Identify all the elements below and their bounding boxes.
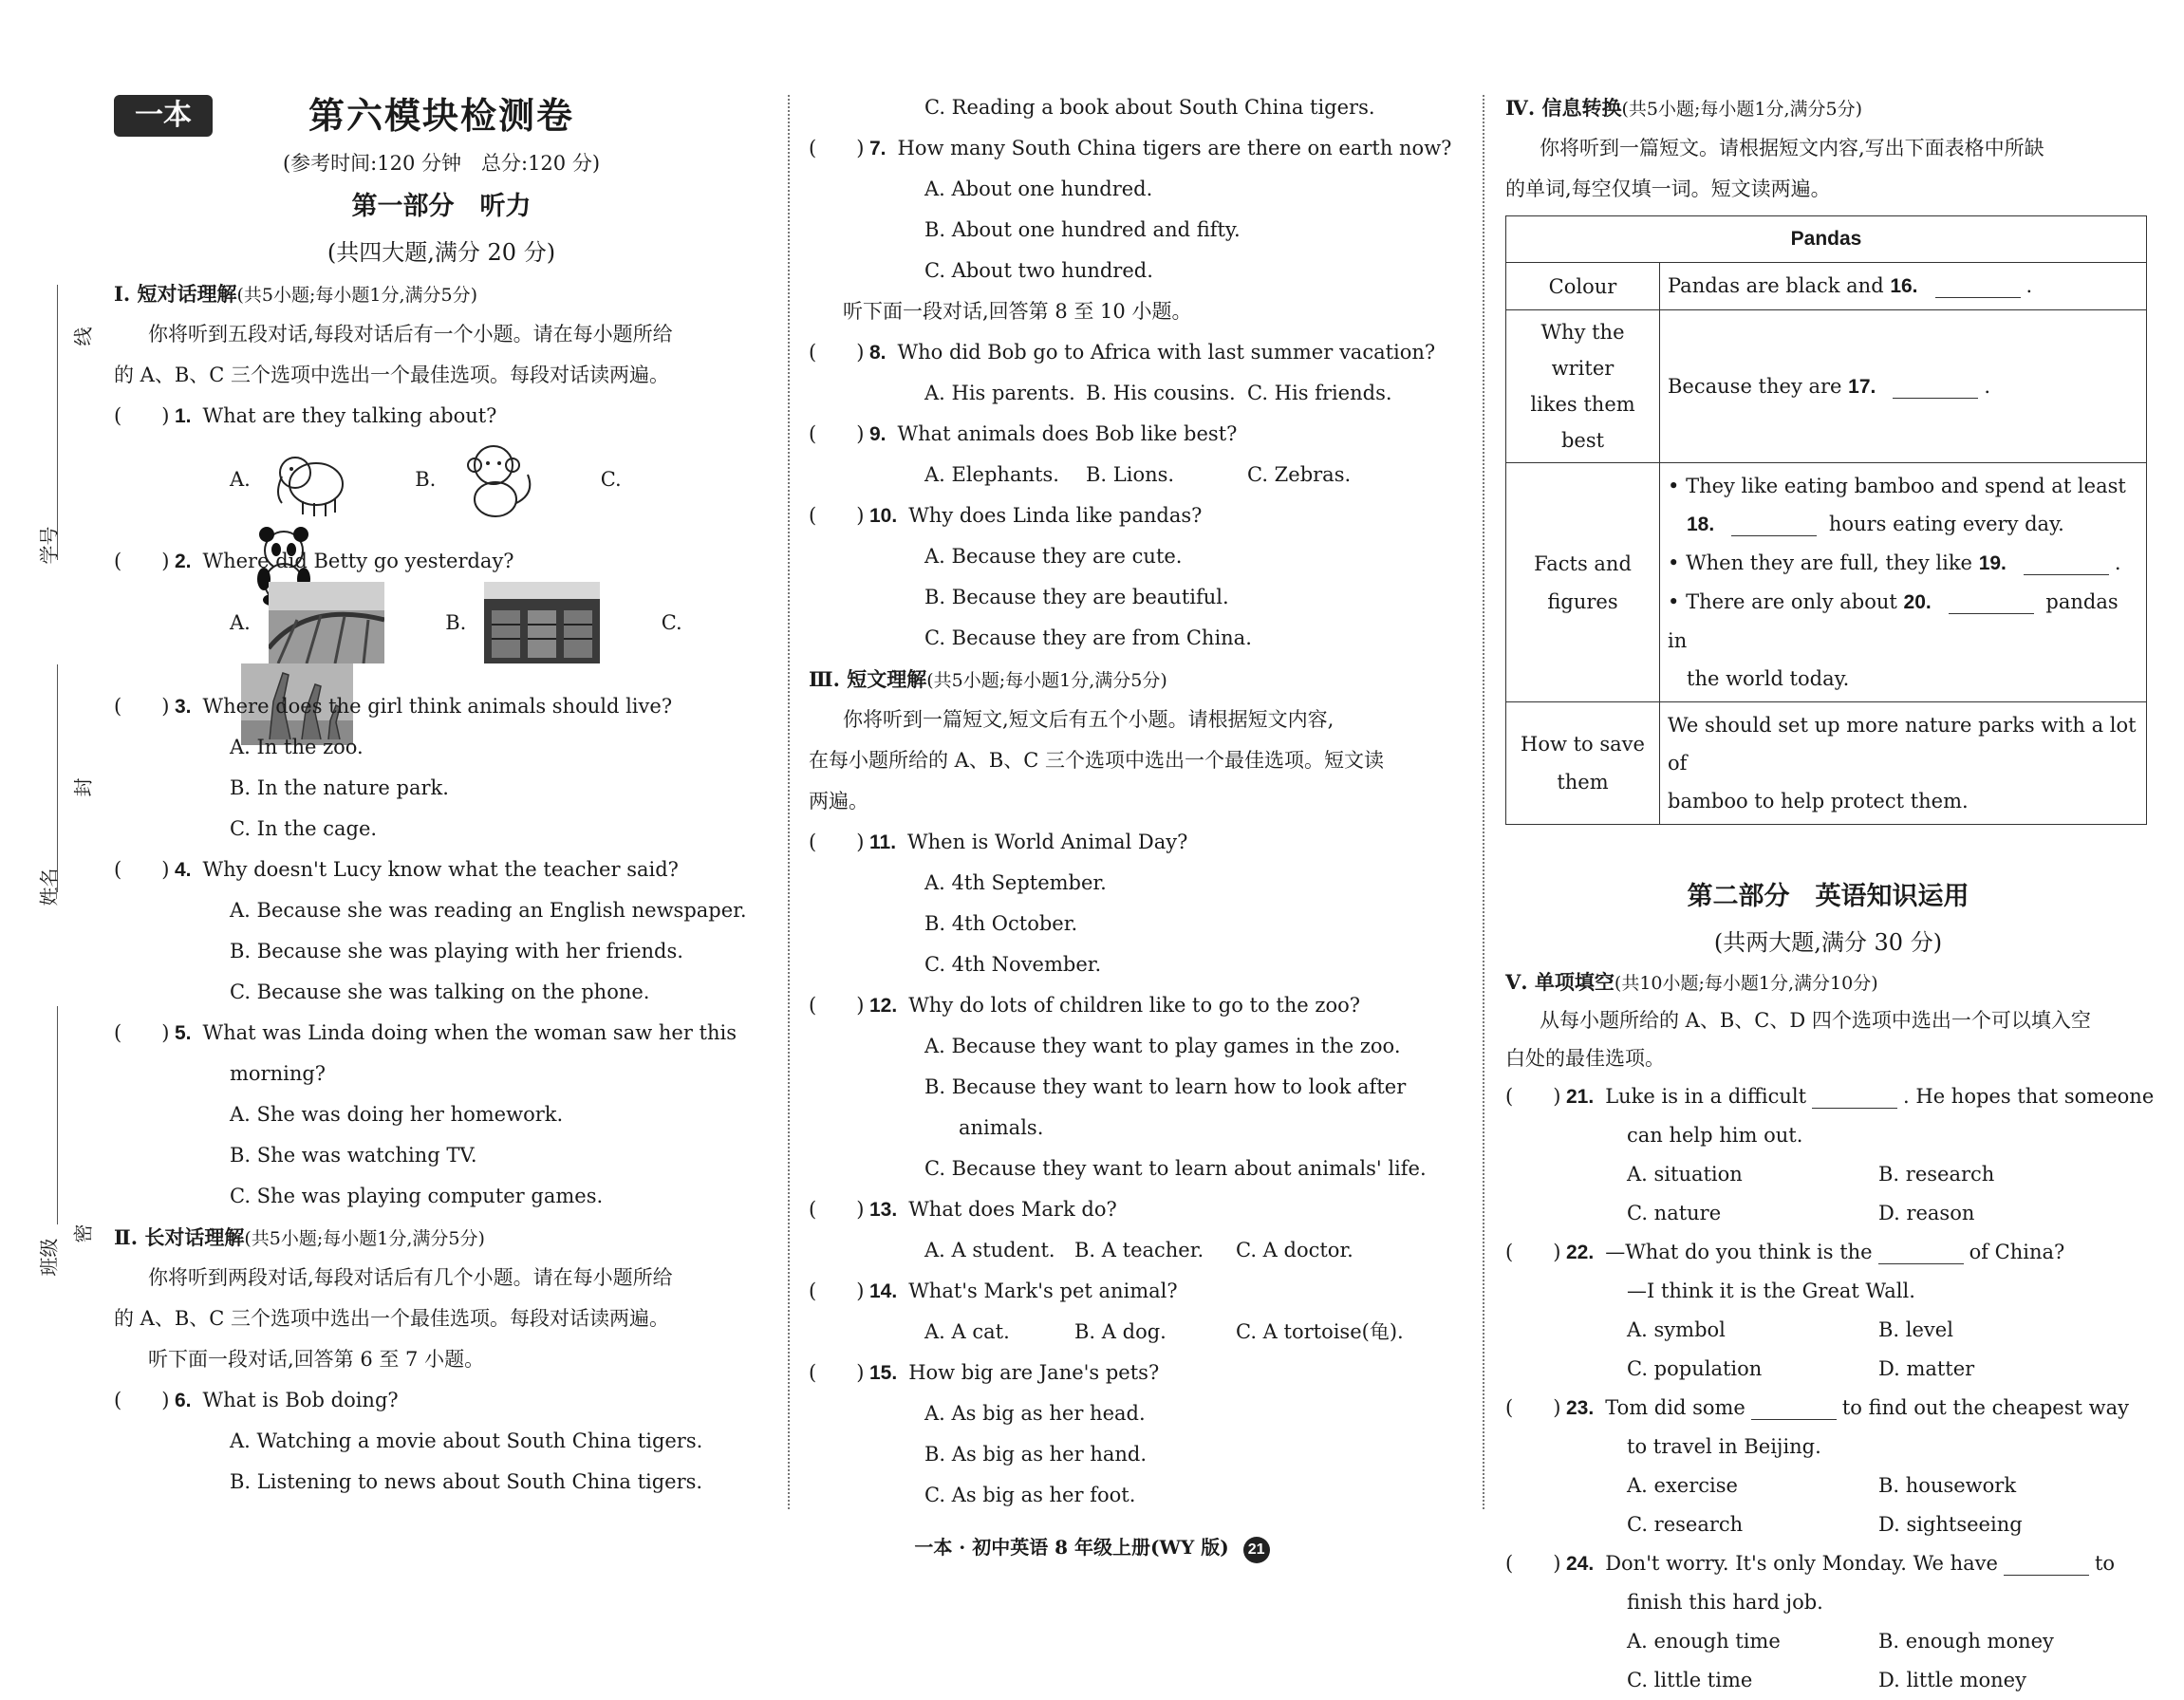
brand-logo: 一本	[114, 95, 213, 137]
fill-blank-16[interactable]	[1935, 276, 2021, 298]
row-label: Colour	[1506, 263, 1660, 310]
answer-blank[interactable]: ( )	[809, 1198, 865, 1221]
option[interactable]: A. Because they are cute.	[924, 545, 1183, 568]
answer-blank[interactable]: ( )	[809, 137, 865, 159]
option[interactable]: A. A cat.	[924, 1320, 1010, 1343]
part2-subtitle: (共两大题,满分 30 分)	[1713, 929, 1943, 956]
question-6: ( ) 6. What is Bob doing?	[114, 1380, 769, 1421]
option[interactable]: C. Because she was talking on the phone.	[230, 981, 650, 1003]
question-23-cont: to travel in Beijing.	[1627, 1435, 1821, 1458]
section-heading: Ⅴ. 单项填空(共10小题;每小题1分,满分10分)	[1505, 970, 1878, 994]
margin-label-name: 姓名	[37, 868, 61, 906]
column-divider	[1483, 95, 1484, 1509]
option[interactable]: A. She was doing her homework.	[230, 1103, 564, 1126]
header	[114, 87, 769, 144]
option[interactable]: C. population	[1627, 1357, 1763, 1380]
part2-title: 第二部分 英语知识运用	[1687, 882, 1969, 911]
margin-line	[57, 285, 58, 560]
option[interactable]: D. matter	[1878, 1357, 1975, 1380]
column-2	[809, 87, 1454, 1516]
margin-label-class: 班级	[37, 1238, 61, 1277]
option[interactable]: B. 4th October.	[924, 912, 1078, 935]
row-content: Pandas are black and 16. .	[1660, 263, 2147, 310]
column-divider	[788, 95, 790, 1509]
question-22-cont: —I think it is the Great Wall.	[1627, 1280, 1915, 1302]
option[interactable]: C. Zebras.	[1247, 463, 1352, 486]
option[interactable]: B. enough money	[1878, 1630, 2054, 1653]
answer-blank[interactable]: ( )	[809, 422, 865, 445]
options-row	[1505, 1350, 2151, 1389]
table-row	[1506, 216, 2147, 263]
bullet: • They like eating bamboo and spend at least	[1668, 475, 2126, 497]
part1-subtitle: (共四大题,满分 20 分)	[327, 239, 556, 266]
question-22: ( ) 22. —What do you think is the of China?	[1505, 1233, 2151, 1272]
page-title: 第六模块检测卷	[308, 94, 574, 137]
option[interactable]: A. Because she was reading an English newspaper.	[230, 899, 747, 922]
answer-blank[interactable]: ( )	[809, 504, 865, 527]
option[interactable]: A. symbol	[1627, 1318, 1726, 1341]
option[interactable]: C. research	[1627, 1513, 1744, 1536]
option[interactable]: A. In the zoo.	[230, 736, 364, 758]
option[interactable]: B. Because they want to learn how to look after	[924, 1075, 1407, 1098]
table-row	[1506, 702, 2147, 825]
option[interactable]: A. 4th September.	[924, 871, 1107, 894]
amusement-park-photo[interactable]	[269, 582, 384, 663]
question-21-cont: can help him out.	[1627, 1124, 1803, 1147]
question-7: ( ) 7. How many South China tigers are there on earth now?	[809, 128, 1454, 169]
question-5: ( ) 5. What was Linda doing when the woman saw her this	[114, 1013, 769, 1054]
option[interactable]: B. Because she was playing with her friends.	[230, 940, 683, 962]
options-row	[1505, 1661, 2151, 1700]
fill-blank-19[interactable]	[2024, 553, 2109, 575]
option[interactable]: A. enough time	[1627, 1630, 1781, 1653]
question-11: ( ) 11. When is World Animal Day?	[809, 822, 1454, 863]
monkey-icon[interactable]	[454, 437, 539, 522]
bullet-cont: the world today.	[1687, 667, 1850, 690]
table-row	[1506, 263, 2147, 310]
answer-blank[interactable]: ( )	[809, 1361, 865, 1384]
option[interactable]: B. Listening to news about South China tigers.	[230, 1470, 703, 1493]
q1-pictures: A. B. C.	[114, 437, 769, 541]
answer-blank[interactable]: ( )	[809, 831, 865, 853]
option[interactable]: C. little time	[1627, 1669, 1753, 1691]
option[interactable]: A. Because they want to play games in the zoo.	[924, 1035, 1401, 1057]
sub-instruction: 听下面一段对话,回答第 6 至 7 小题。	[148, 1348, 485, 1371]
answer-blank[interactable]: ( )	[114, 858, 170, 881]
options-row	[1505, 1466, 2151, 1505]
option[interactable]: C. As big as her foot.	[924, 1484, 1136, 1506]
row-label: Why the writer likes them best	[1506, 310, 1660, 463]
time-info: (参考时间:120 分钟 总分:120 分)	[282, 152, 601, 175]
option[interactable]: B. A teacher.	[1074, 1239, 1204, 1261]
instruction: 从每小题所给的 A、B、C、D 四个选项中选出一个可以填入空	[1540, 1009, 2091, 1032]
instruction: 在每小题所给的 A、B、C 三个选项中选出一个最佳选项。短文读	[809, 749, 1385, 772]
options-row	[809, 455, 1454, 495]
column-1	[114, 87, 769, 1503]
instruction: 两遍。	[809, 790, 868, 813]
option[interactable]: B. level	[1878, 1318, 1953, 1341]
option[interactable]: B. housework	[1878, 1474, 2017, 1497]
option[interactable]: B. A dog.	[1074, 1320, 1167, 1343]
option[interactable]: A. A student.	[924, 1239, 1055, 1261]
row-label: Facts and figures	[1506, 463, 1660, 702]
library-photo[interactable]	[484, 582, 600, 663]
cut-mark: 线	[71, 327, 95, 346]
section-heading: Ⅰ. 短对话理解(共5小题;每小题1分,满分5分)	[114, 282, 477, 306]
answer-blank[interactable]: ( )	[114, 550, 170, 572]
answer-blank[interactable]: ( )	[1505, 1552, 1561, 1575]
option[interactable]: B. Because they are beautiful.	[924, 586, 1229, 608]
cut-mark: 封	[71, 777, 95, 797]
option[interactable]: C. Because they are from China.	[924, 626, 1252, 649]
option[interactable]: D. little money	[1878, 1669, 2026, 1691]
answer-blank[interactable]: ( )	[114, 404, 170, 427]
question-2: ( ) 2. Where did Betty go yesterday?	[114, 541, 769, 582]
bullet-cont: 18. hours eating every day.	[1687, 513, 2064, 535]
option[interactable]: A. His parents.	[924, 382, 1075, 404]
option[interactable]: C. About two hundred.	[924, 259, 1153, 282]
answer-blank[interactable]: ( )	[114, 1021, 170, 1044]
section-heading: Ⅱ. 长对话理解(共5小题;每小题1分,满分5分)	[114, 1225, 485, 1249]
option[interactable]: C. Because they want to learn about animals' life.	[924, 1157, 1427, 1180]
option[interactable]: D. reason	[1878, 1202, 1975, 1224]
option[interactable]: C. His friends.	[1247, 382, 1392, 404]
question-5-cont: morning?	[230, 1062, 327, 1085]
question-4: ( ) 4. Why doesn't Lucy know what the teacher said?	[114, 850, 769, 890]
option[interactable]: B. In the nature park.	[230, 776, 449, 799]
footer-text: 一本 · 初中英语 8 年级上册(WY 版)	[914, 1536, 1229, 1559]
option[interactable]: C. 4th November.	[924, 953, 1102, 976]
table-header: Pandas	[1506, 216, 2147, 263]
page-number: 21	[1243, 1537, 1270, 1563]
option[interactable]: C. She was playing computer games.	[230, 1185, 604, 1207]
options-row	[809, 1312, 1454, 1353]
fill-blank-22[interactable]	[1878, 1242, 1964, 1264]
q2-pictures: A. B. C.	[114, 582, 769, 686]
question-21: ( ) 21. Luke is in a difficult . He hopes that someone	[1505, 1077, 2151, 1116]
option[interactable]: C. Reading a book about South China tigers.	[924, 96, 1375, 119]
fill-blank-18[interactable]	[1731, 514, 1817, 536]
section-heading: Ⅳ. 信息转换(共5小题;每小题1分,满分5分)	[1505, 96, 1862, 120]
answer-blank[interactable]: ( )	[1505, 1085, 1561, 1108]
option[interactable]: B. She was watching TV.	[230, 1144, 477, 1167]
question-23: ( ) 23. Tom did some to find out the cheapest way	[1505, 1389, 2151, 1428]
fill-blank-21[interactable]	[1812, 1087, 1897, 1109]
option[interactable]: B. Lions.	[1086, 463, 1175, 486]
options-row	[1505, 1155, 2151, 1194]
instruction: 你将听到两段对话,每段对话后有几个小题。请在每小题所给	[148, 1266, 673, 1289]
option[interactable]: A. Watching a movie about South China tigers.	[230, 1429, 703, 1452]
instruction: 的 A、B、C 三个选项中选出一个最佳选项。每段对话读两遍。	[114, 364, 670, 386]
option[interactable]: A. exercise	[1627, 1474, 1738, 1497]
column-3	[1505, 87, 2155, 1700]
answer-blank[interactable]: ( )	[809, 341, 865, 364]
question-12: ( ) 12. Why do lots of children like to go to the zoo?	[809, 985, 1454, 1026]
option[interactable]: C. A doctor.	[1236, 1239, 1353, 1261]
margin-line	[57, 1006, 58, 1224]
part1-title: 第一部分 听力	[351, 192, 532, 221]
question-9: ( ) 9. What animals does Bob like best?	[809, 414, 1454, 455]
elephant-icon[interactable]	[269, 437, 354, 522]
margin-label-student-id: 学号	[37, 526, 61, 565]
question-15: ( ) 15. How big are Jane's pets?	[809, 1353, 1454, 1393]
table-row	[1506, 310, 2147, 463]
question-1: ( ) 1. What are they talking about?	[114, 396, 769, 437]
option[interactable]: B. About one hundred and fifty.	[924, 218, 1241, 241]
options-row	[809, 373, 1454, 414]
section-heading: Ⅲ. 短文理解(共5小题;每小题1分,满分5分)	[809, 667, 1167, 691]
cut-mark: 密	[71, 1224, 95, 1243]
bullet: • There are only about 20. pandas in	[1668, 590, 2119, 652]
answer-blank[interactable]: ( )	[114, 1389, 170, 1411]
row-content: Because they are 17. .	[1660, 310, 2147, 463]
sub-instruction: 听下面一段对话,回答第 8 至 10 小题。	[843, 300, 1192, 323]
answer-blank[interactable]: ( )	[809, 1280, 865, 1302]
answer-blank[interactable]: ( )	[1505, 1396, 1561, 1419]
option[interactable]: D. sightseeing	[1878, 1513, 2023, 1536]
margin-line	[57, 664, 58, 892]
options-row	[1505, 1622, 2151, 1661]
row-label: How to save them	[1506, 702, 1660, 825]
instruction: 你将听到一篇短文。请根据短文内容,写出下面表格中所缺	[1540, 137, 2044, 159]
info-table	[1505, 215, 2147, 825]
row-content: We should set up more nature parks with a lot of bamboo to help protect them.	[1660, 702, 2147, 825]
bullet: • When they are full, they like 19. .	[1668, 551, 2121, 574]
option[interactable]: B. As big as her hand.	[924, 1443, 1148, 1466]
fill-blank-23[interactable]	[1751, 1398, 1837, 1420]
instruction: 的单词,每空仅填一词。短文读两遍。	[1505, 177, 1831, 200]
question-3: ( ) 3. Where does the girl think animals should live?	[114, 686, 769, 727]
question-13: ( ) 13. What does Mark do?	[809, 1189, 1454, 1230]
option[interactable]: A. situation	[1627, 1163, 1743, 1186]
option-cont: animals.	[959, 1116, 1044, 1139]
fill-blank-20[interactable]	[1949, 592, 2034, 614]
instruction: 你将听到五段对话,每段对话后有一个小题。请在每小题所给	[148, 323, 673, 346]
answer-blank[interactable]: ( )	[1505, 1241, 1561, 1263]
answer-blank[interactable]: ( )	[809, 994, 865, 1017]
instruction: 你将听到一篇短文,短文后有五个小题。请根据短文内容,	[843, 708, 1335, 731]
instruction: 白处的最佳选项。	[1505, 1047, 1665, 1070]
row-content	[1660, 463, 2147, 702]
options-row	[1505, 1311, 2151, 1350]
options-row	[1505, 1194, 2151, 1233]
page-footer	[0, 1532, 2184, 1563]
option[interactable]: B. research	[1878, 1163, 1995, 1186]
option[interactable]: B. His cousins.	[1086, 382, 1236, 404]
table-row	[1506, 463, 2147, 702]
question-8: ( ) 8. Who did Bob go to Africa with last summer vacation?	[809, 332, 1454, 373]
option[interactable]: C. In the cage.	[230, 817, 378, 840]
option[interactable]: C. nature	[1627, 1202, 1722, 1224]
question-24: ( ) 24. Don't worry. It's only Monday. We have to	[1505, 1544, 2151, 1583]
option[interactable]: C. A tortoise(龟).	[1236, 1320, 1404, 1343]
answer-blank[interactable]: ( )	[114, 695, 170, 718]
option[interactable]: A. About one hundred.	[924, 177, 1153, 200]
option[interactable]: A. Elephants.	[924, 463, 1059, 486]
fill-blank-17[interactable]	[1893, 377, 1978, 399]
question-24-cont: finish this hard job.	[1627, 1591, 1823, 1614]
instruction: 的 A、B、C 三个选项中选出一个最佳选项。每段对话读两遍。	[114, 1307, 670, 1330]
options-row	[809, 1230, 1454, 1271]
question-10: ( ) 10. Why does Linda like pandas?	[809, 495, 1454, 536]
question-14: ( ) 14. What's Mark's pet animal?	[809, 1271, 1454, 1312]
option[interactable]: A. As big as her head.	[924, 1402, 1146, 1425]
